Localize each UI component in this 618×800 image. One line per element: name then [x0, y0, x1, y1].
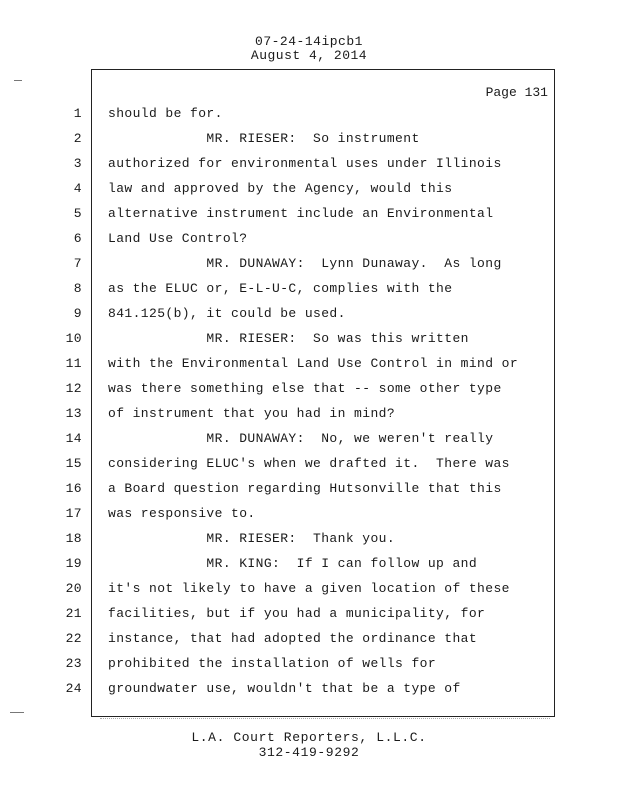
line-number: 14: [65, 431, 82, 446]
line-number: 5: [73, 206, 82, 221]
line-number: 1: [73, 106, 82, 121]
transcript-line: [0, 331, 618, 351]
line-text: should be for.: [108, 106, 223, 121]
line-text: facilities, but if you had a municipality, for: [108, 606, 486, 621]
transcript-line: [0, 156, 618, 176]
transcript-line: [0, 431, 618, 451]
line-number: 17: [65, 506, 82, 521]
line-number: 6: [73, 231, 82, 246]
scan-speck: [14, 80, 22, 81]
transcript-line: [0, 381, 618, 401]
page-bottom-rule: [100, 718, 550, 720]
line-text: 841.125(b), it could be used.: [108, 306, 346, 321]
line-number: 20: [65, 581, 82, 596]
line-number: 21: [65, 606, 82, 621]
transcript-line: [0, 131, 618, 151]
transcript-line: [0, 181, 618, 201]
line-number: 11: [65, 356, 82, 371]
line-text: was there something else that -- some other type: [108, 381, 502, 396]
line-number: 19: [65, 556, 82, 571]
transcript-line: [0, 231, 618, 251]
line-number: 8: [73, 281, 82, 296]
line-number: 23: [65, 656, 82, 671]
transcript-line: [0, 356, 618, 376]
line-text: a Board question regarding Hutsonville that this: [108, 481, 502, 496]
line-number: 3: [73, 156, 82, 171]
line-text: of instrument that you had in mind?: [108, 406, 396, 421]
scan-speck: [10, 712, 24, 713]
transcript-line: [0, 531, 618, 551]
line-number: 9: [73, 306, 82, 321]
line-text: considering ELUC's when we drafted it. There was: [108, 456, 510, 471]
line-number: 12: [65, 381, 82, 396]
line-number: 22: [65, 631, 82, 646]
line-text: it's not likely to have a given location of these: [108, 581, 510, 596]
line-text: Land Use Control?: [108, 231, 248, 246]
transcript-line: [0, 106, 618, 126]
line-text: with the Environmental Land Use Control in mind or: [108, 356, 519, 371]
line-text: prohibited the installation of wells for: [108, 656, 437, 671]
transcript-line: [0, 481, 618, 501]
line-number: 24: [65, 681, 82, 696]
line-number: 13: [65, 406, 82, 421]
line-number: 7: [73, 256, 82, 271]
line-text: authorized for environmental uses under Illinois: [108, 156, 502, 171]
transcript-line: [0, 656, 618, 676]
line-text: MR. KING: If I can follow up and: [108, 556, 478, 571]
line-text: MR. DUNAWAY: Lynn Dunaway. As long: [108, 256, 502, 271]
line-text: was responsive to.: [108, 506, 256, 521]
line-text: groundwater use, wouldn't that be a type of: [108, 681, 461, 696]
transcript-line: [0, 606, 618, 626]
line-text: as the ELUC or, E-L-U-C, complies with the: [108, 281, 453, 296]
transcript-line: [0, 556, 618, 576]
line-number: 10: [65, 331, 82, 346]
transcript-line: [0, 306, 618, 326]
line-number: 18: [65, 531, 82, 546]
line-text: law and approved by the Agency, would this: [108, 181, 453, 196]
transcript-line: [0, 256, 618, 276]
transcript-line: [0, 206, 618, 226]
transcript-line: [0, 581, 618, 601]
line-text: alternative instrument include an Environmental: [108, 206, 494, 221]
reporter-phone-footer: 312-419-9292: [258, 745, 360, 760]
line-text: instance, that had adopted the ordinance that: [108, 631, 478, 646]
line-text: MR. RIESER: So was this written: [108, 331, 469, 346]
line-number: 4: [73, 181, 82, 196]
transcript-line: [0, 406, 618, 426]
reporter-name-footer: L.A. Court Reporters, L.L.C.: [191, 730, 427, 745]
transcript-date-header: August 4, 2014: [250, 48, 368, 63]
transcript-line: [0, 281, 618, 301]
line-number: 16: [65, 481, 82, 496]
transcript-line: [0, 456, 618, 476]
transcript-line: [0, 631, 618, 651]
line-number: 2: [73, 131, 82, 146]
line-text: MR. RIESER: Thank you.: [108, 531, 396, 546]
page-number-label: Page 131: [485, 85, 548, 100]
line-text: MR. DUNAWAY: No, we weren't really: [108, 431, 494, 446]
line-text: MR. RIESER: So instrument: [108, 131, 420, 146]
transcript-line: [0, 506, 618, 526]
line-number: 15: [65, 456, 82, 471]
transcript-line: [0, 681, 618, 701]
transcript-id-header: 07-24-14ipcb1: [255, 34, 363, 49]
